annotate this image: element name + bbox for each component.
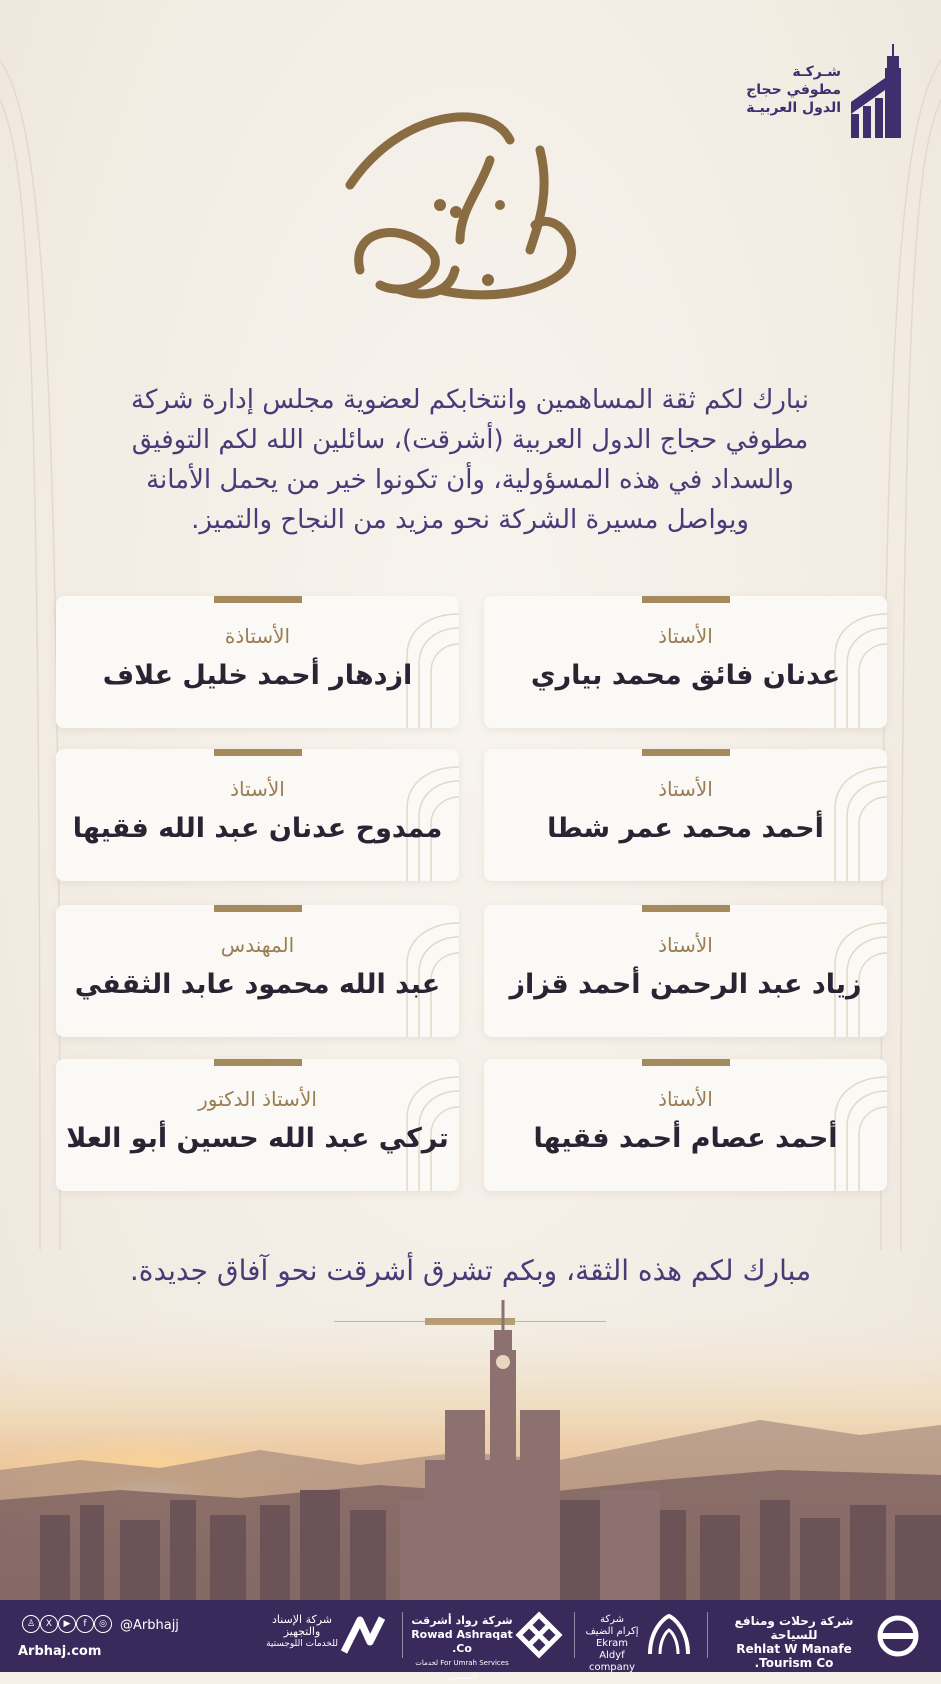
member-title: الأستاذ bbox=[230, 777, 285, 801]
member-name: زياد عبد الرحمن أحمد قزاز bbox=[509, 969, 862, 1000]
card-accent-bar bbox=[642, 905, 730, 912]
member-name: تركي عبد الله حسين أبو العلا bbox=[66, 1123, 449, 1154]
member-title: الأستاذ bbox=[658, 777, 713, 801]
footer-separator bbox=[402, 1612, 403, 1658]
clock-tower-logo-icon bbox=[849, 42, 909, 138]
member-title: المهندس bbox=[220, 933, 295, 957]
snapchat-icon[interactable]: ♙ bbox=[22, 1615, 40, 1633]
member-name: أحمد محمد عمر شطا bbox=[547, 813, 824, 844]
member-name: ممدوح عدنان عبد الله فقيها bbox=[72, 813, 443, 844]
card-accent-bar bbox=[214, 905, 302, 912]
member-title: الأستاذ الدكتور bbox=[198, 1087, 317, 1111]
isnad-line-3: للخدمات اللوجستية bbox=[266, 1639, 338, 1649]
footer-separator bbox=[574, 1612, 575, 1658]
makkah-skyline-image bbox=[0, 1300, 941, 1608]
intro-paragraph: نبارك لكم ثقة المساهمين وانتخابكم لعضوية مجلس إدارة شركة مطوفي حجاج الدول العربية (أشرقت)، سائلين الله لكم التوفيق والسداد في هذه المسؤولية، وأن تكونوا خير من يحمل الأمانة ويواصل مسيرة الشركة نحو مزيد من النجاح والتميز. bbox=[131, 385, 809, 535]
footer-separator bbox=[707, 1612, 708, 1658]
footer-bar bbox=[0, 1600, 941, 1681]
member-title: الأستاذ bbox=[658, 624, 713, 648]
member-title: الأستاذ bbox=[658, 933, 713, 957]
instagram-icon[interactable]: ◎ bbox=[94, 1615, 112, 1633]
heading-calligraphy bbox=[340, 100, 600, 320]
isnad-company bbox=[266, 1614, 338, 1650]
ekram-line-4: company bbox=[588, 1662, 636, 1673]
closing-message: مبارك لكم هذه الثقة، وبكم تشرق أشرقت نحو آفاق جديدة. bbox=[129, 1254, 812, 1287]
member-card bbox=[484, 1059, 887, 1191]
ekram-line-2: إكرام الضيف bbox=[585, 1626, 639, 1637]
ekram-logo-icon bbox=[644, 1610, 694, 1660]
heading-text: تهنئة bbox=[469, 315, 471, 316]
logo-line-3: الدول العربيـة bbox=[746, 100, 841, 116]
member-name: ازدهار أحمد خليل علاف bbox=[102, 660, 413, 691]
rowad-name-en: Rowad Ashraqat Co. bbox=[411, 1628, 513, 1655]
youtube-icon[interactable]: ▶ bbox=[58, 1615, 76, 1633]
ekram-line-3: Ekram Aldyf bbox=[595, 1638, 629, 1661]
logo-line-1: شـركـة bbox=[792, 64, 841, 80]
company-name bbox=[746, 63, 841, 117]
facebook-icon[interactable]: f bbox=[76, 1615, 94, 1633]
member-card bbox=[56, 596, 459, 728]
card-accent-bar bbox=[214, 1059, 302, 1066]
member-card bbox=[56, 905, 459, 1037]
member-card bbox=[484, 749, 887, 881]
isnad-logo-icon bbox=[340, 1612, 390, 1658]
rowad-subtitle: For Umrah Services لخدمات المعتمرين bbox=[415, 1659, 509, 1681]
member-title: الأستاذ bbox=[658, 1087, 713, 1111]
rehlat-company bbox=[716, 1614, 872, 1670]
card-accent-bar bbox=[642, 596, 730, 603]
member-name: أحمد عصام أحمد فقيها bbox=[533, 1123, 838, 1154]
ekram-company bbox=[584, 1614, 640, 1674]
company-logo bbox=[746, 42, 909, 138]
member-name: عدنان فائق محمد بياري bbox=[530, 660, 841, 691]
isnad-line-2: والتجهيز bbox=[283, 1625, 321, 1638]
rehlat-name-ar: شركة رحلات ومنافع للسياحة bbox=[734, 1614, 854, 1642]
website-link[interactable]: Arbhaj.com bbox=[18, 1644, 102, 1659]
rowad-logo-icon bbox=[516, 1612, 562, 1658]
member-card bbox=[484, 596, 887, 728]
card-accent-bar bbox=[642, 1059, 730, 1066]
x-icon[interactable]: X bbox=[40, 1615, 58, 1633]
member-name: عبد الله محمود عابد الثقفي bbox=[74, 969, 441, 1000]
member-card bbox=[56, 749, 459, 881]
card-accent-bar bbox=[214, 749, 302, 756]
rehlat-name-en: Rehlat W Manafe Tourism Co. bbox=[736, 1642, 852, 1670]
member-title: الأستاذة bbox=[224, 624, 291, 648]
card-accent-bar bbox=[642, 749, 730, 756]
rehlat-logo-icon bbox=[874, 1612, 922, 1660]
isnad-line-1: شركة الإسناد bbox=[271, 1613, 333, 1626]
member-card bbox=[484, 905, 887, 1037]
member-card bbox=[56, 1059, 459, 1191]
social-handle[interactable]: @Arbhajj bbox=[120, 1618, 179, 1633]
rowad-name-ar: شركة رواد أشرقت bbox=[411, 1614, 513, 1627]
ekram-line-1: شركة bbox=[599, 1614, 625, 1625]
logo-line-2: مطوفي حجاج bbox=[746, 82, 841, 98]
card-accent-bar bbox=[214, 596, 302, 603]
rowad-company bbox=[410, 1614, 514, 1684]
